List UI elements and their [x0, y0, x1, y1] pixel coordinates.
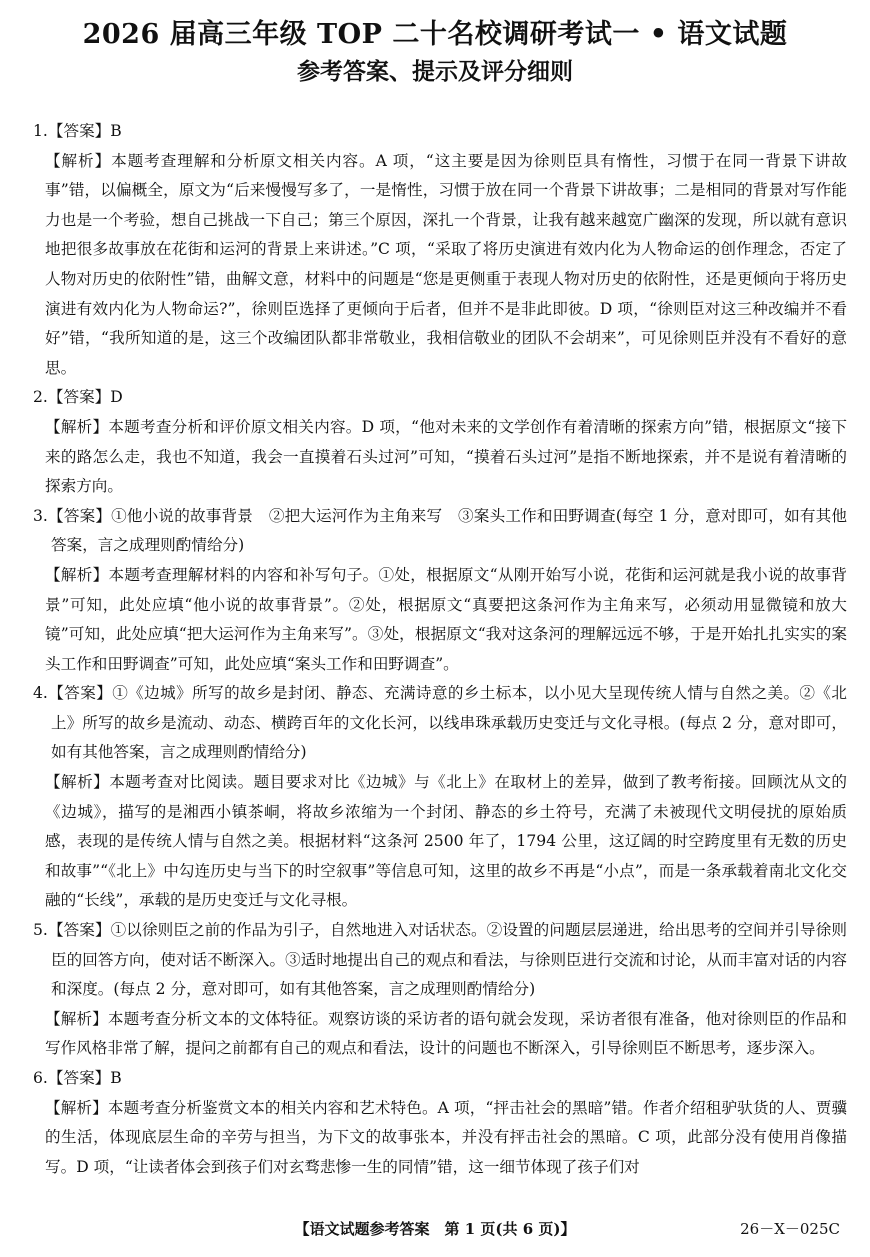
analysis-6: 【解析】本题考查分析鉴赏文本的相关内容和艺术特色。A 项，“抨击社会的黑暗”错。作者介绍租驴驮货的人、贾骥的生活，体现底层生命的辛劳与担当，为下文的故事张本，并没有抨击社会的黑暗。C 项，此部分没有使用肖像描写。D 项，“让读者体会到孩子们对玄骛悲惨一生的同情”错，这一细节体现了孩子们对: [45, 1098, 847, 1176]
answer-5: 5.【答案】①以徐则臣之前的作品为引子，自然地进入对话状态。②设置的问题层层递进，给出思考的空间并引导徐则臣的回答方向，使对话不断深入。③适时地提出自己的观点和看法，与徐则臣进行交流和讨论，从而丰富对话的内容和深度。(每点 2 分，意对即可，如有其他答案，言之成理则酌情给分): [33, 921, 847, 999]
answer-content: [33, 117, 847, 1182]
page-title: 2026 届高三年级 TOP 二十名校调研考试一 • 语文试题: [82, 19, 788, 50]
page-subtitle: 参考答案、提示及评分细则: [297, 58, 573, 85]
answer-2: 2.【答案】D: [33, 388, 123, 407]
analysis-5: 【解析】本题考查分析文本的文体特征。观察访谈的采访者的语句就会发现，采访者很有准备，他对徐则臣的作品和写作风格非常了解，提问之前都有自己的观点和看法，设计的问题也不断深入，引导徐则臣不断思考，逐步深入。: [45, 1009, 847, 1058]
answer-4: 4.【答案】①《边城》所写的故乡是封闭、静态、充满诗意的乡土标本，以小见大呈现传统人情与自然之美。②《北上》所写的故乡是流动、动态、横跨百年的文化长河，以线串珠承载历史变迁与文化寻根。(每点 2 分，意对即可，如有其他答案，言之成理则酌情给分): [33, 684, 847, 762]
answer-1: 1.【答案】B: [33, 122, 122, 140]
answer-6: 6.【答案】B: [33, 1069, 122, 1087]
document-code: 26－X－025C: [740, 1220, 840, 1238]
analysis-1: 【解析】本题考查理解和分析原文相关内容。A 项，“这主要是因为徐则臣具有惰性，习惯于在同一背景下讲故事”错，以偏概全，原文为“后来慢慢写多了，一是惰性，习惯于放在同一个背景下讲故事；二是相同的背景对写作能力也是一个考验，想自己挑战一下自己；第三个原因，深扎一个背景，让我有越来越宽广幽深的发现，所以就有意识地把很多故事放在花街和运河的背景上来讲述。”C 项，“采取了将历史演进有效内化为人物命运的创作理念，否定了人物对历史的依附性”错，曲解文意，材料中的问题是“您是更侧重于表现人物对历史的依附性，还是更倾向于将历史演进有效内化为人物命运?”，徐则臣选择了更倾向于后者，但并不是非此即彼。D 项，“徐则臣对这三种改编并不看好”错，“我所知道的是，这三个改编团队都非常敬业，我相信敬业的团队不会胡来”，可见徐则臣并没有不看好的意思。: [45, 151, 847, 377]
analysis-3: 【解析】本题考查理解材料的内容和补写句子。①处，根据原文“从刚开始写小说，花街和运河就是我小说的故事背景”可知，此处应填“他小说的故事背景”。②处，根据原文“真要把这条河作为主角来写，必须动用显微镜和放大镜”可知，此处应填“把大运河作为主角来写”。③处，根据原文“我对这条河的理解远远不够，于是开始扎扎实实的案头工作和田野调查”可知，此处应填“案头工作和田野调查”。: [45, 565, 847, 673]
analysis-4: 【解析】本题考查对比阅读。题目要求对比《边城》与《北上》在取材上的差异，做到了教考衔接。回顾沈从文的《边城》，描写的是湘西小镇茶峒，将故乡浓缩为一个封闭、静态的乡土符号，充满了未被现代文明侵扰的原始质感，表现的是传统人情与自然之美。根据材料“这条河 2500 年了，1794 公里，这辽阔的时空跨度里有无数的历史和故事”“《北上》中勾连历史与当下的时空叙事”等信息可知，这里的故乡不再是“小点”，而是一条承载着南北文化交融的“长线”，承载的是历史变迁与文化寻根。: [45, 773, 847, 910]
analysis-2: 【解析】本题考查分析和评价原文相关内容。D 项，“他对未来的文学创作有着清晰的探索方向”错，根据原文“接下来的路怎么走，我也不知道，我会一直摸着石头过河”可知，“摸着石头过河”是指不断地探索，并不是说有着清晰的探索方向。: [45, 417, 847, 496]
page-number: 【语文试题参考答案 第 1 页(共 6 页)】: [294, 1220, 576, 1238]
answer-3: 3.【答案】①他小说的故事背景 ②把大运河作为主角来写 ③案头工作和田野调查(每空 1 分，意对即可，如有其他答案，言之成理则酌情给分): [33, 506, 847, 555]
